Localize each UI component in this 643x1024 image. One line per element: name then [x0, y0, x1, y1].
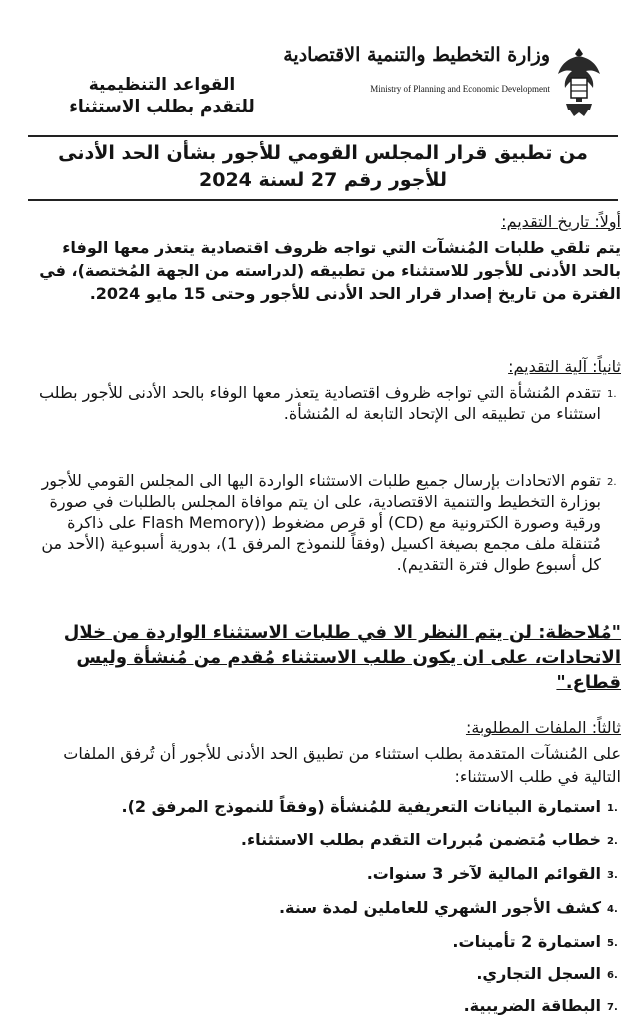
- file-item: [26, 796, 621, 818]
- file-item: [26, 963, 621, 985]
- section-application-date-heading: أولاً: تاريخ التقديم:: [501, 212, 621, 231]
- list-item-text: كشف الأجور الشهري للعاملين لمدة سنة.: [278, 898, 601, 917]
- section-required-files-heading: ثالثاً: الملفات المطلوبة:: [465, 718, 621, 737]
- main-title: من تطبيق قرار المجلس القومي للأجور بشأن الحد الأدنى للأجور رقم 27 لسنة 2024: [58, 142, 588, 191]
- list-number: 4.: [607, 904, 618, 915]
- ministry-name-english: Ministry of Planning and Economic Development: [370, 84, 550, 94]
- list-item-text: تتقدم المُنشأة التي تواجه ظروف اقتصادية يتعذر معها الوفاء بالحد الأدنى للأجور بطلب استثناء من تطبيقه الى الإتحاد التابعة له المُنشأة.: [38, 383, 601, 423]
- list-item-text: السجل التجاري.: [476, 964, 601, 983]
- list-number: 2.: [607, 477, 617, 488]
- list-item-text: استمارة البيانات التعريفية للمُنشأة (وفقاً للنموذج المرفق 2).: [121, 797, 601, 816]
- list-item-text: خطاب مُتضمن مُبررات التقدم بطلب الاستثناء.: [240, 830, 601, 849]
- list-number: 3.: [607, 870, 618, 881]
- section-application-date-body: يتم تلقي طلبات المُنشآت التي تواجه ظروف اقتصادية يتعذر معها الوفاء بالحد الأدنى للأجور للاستثناء من تطبيقه (لدراسته من الجهة المُختصة)، في الفترة من تاريخ إصدار قرار الحد الأدنى للأجور وحتى 15 مايو 2024.: [39, 238, 621, 303]
- list-item-text: القوائم المالية لآخر 3 سنوات.: [366, 864, 601, 883]
- eagle-emblem-icon: [556, 44, 602, 118]
- main-title-box: [28, 135, 618, 201]
- list-number: 7.: [607, 1002, 618, 1013]
- mechanism-item-2: [26, 470, 621, 575]
- list-number: 5.: [607, 938, 618, 949]
- list-number: 6.: [607, 970, 618, 981]
- document-heading: القواعد التنظيمية للتقدم بطلب الاستثناء: [69, 75, 255, 117]
- section-mechanism-heading: ثانياً: آلية التقديم:: [508, 357, 621, 376]
- file-item: [26, 863, 621, 885]
- file-item: [26, 995, 621, 1017]
- list-item-text: البطاقة الضريبية.: [463, 996, 601, 1015]
- list-item-text: تقوم الاتحادات بإرسال جميع طلبات الاستثناء الواردة اليها الى المجلس القومي للأجور بوزارة التخطيط والتنمية الاقتصادية، على ان يتم موافاة المجلس بالطلبات في صورة ورقية وصورة الكترونية مع (CD) أو قرص مضغوط ((Flash Memory على ذاكرة مُتنقلة ملف مجمع بصيغة اكسيل (وفقاً للنموذج المرفق 1)، بدورية أسبوعية (الأحد من كل أسبوع طوال فترة التقديم).: [41, 471, 601, 574]
- required-files-intro: على المُنشآت المتقدمة بطلب استثناء من تطبيق الحد الأدنى للأجور أن تُرفق الملفات التالية في طلب الاستثناء:: [63, 744, 621, 786]
- list-item-text: استمارة 2 تأمينات.: [452, 932, 601, 951]
- list-number: 2.: [607, 836, 618, 847]
- list-number: 1.: [607, 389, 617, 400]
- header: [0, 0, 643, 132]
- list-number: 1.: [607, 803, 618, 814]
- ministry-logo: [283, 44, 610, 120]
- file-item: [26, 829, 621, 851]
- file-item: [26, 897, 621, 919]
- mechanism-item-1: [26, 382, 621, 424]
- file-item: [26, 931, 621, 953]
- note-paragraph: "مُلاحظة: لن يتم النظر الا في طلبات الاستثناء الواردة من خلال الاتحادات، على ان يكون طلب الاستثناء مُقدم من مُنشأة وليس قطاع.": [63, 622, 621, 693]
- ministry-name-arabic: وزارة التخطيط والتنمية الاقتصادية: [283, 44, 550, 66]
